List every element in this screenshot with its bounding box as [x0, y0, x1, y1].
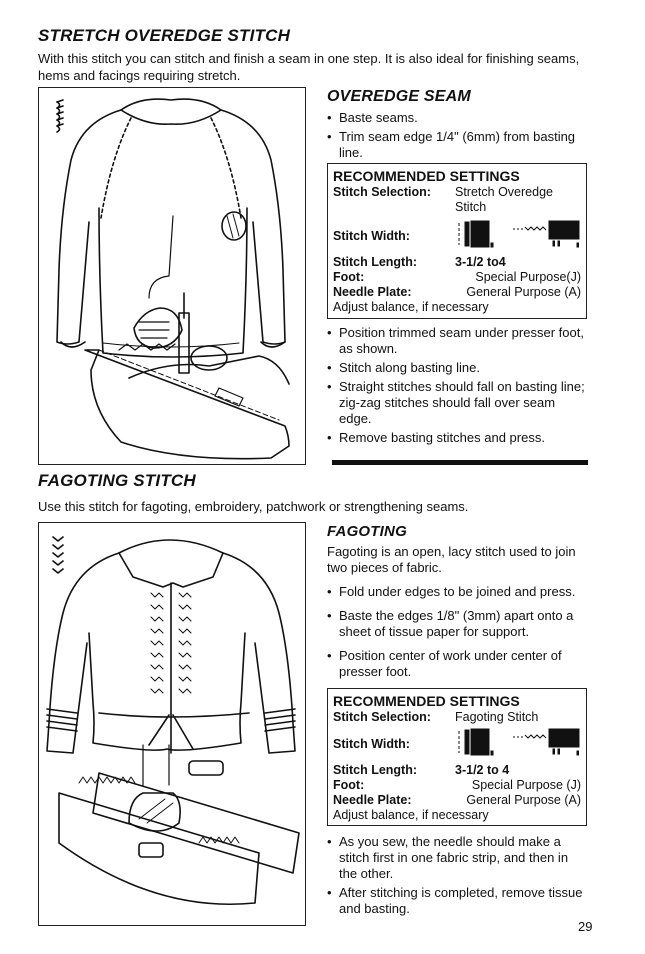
- stitch-width-dial-icon: [455, 219, 585, 249]
- settings-row-plate: [333, 285, 581, 300]
- settings-value: 3-1/2 to 4: [455, 763, 510, 777]
- settings-label: Needle Plate:: [333, 793, 412, 807]
- settings-label: Needle Plate:: [333, 285, 412, 299]
- sweater-illustration: [38, 87, 306, 465]
- settings-label: Stitch Selection:: [333, 185, 431, 199]
- settings-value: Special Purpose(J): [475, 270, 581, 284]
- stretch-intro: With this stitch you can stitch and finish a seam in one step. It is also ideal for finishing seams, hems and facings requiring stretch.: [38, 51, 580, 83]
- settings-heading: RECOMMENDED SETTINGS: [333, 168, 520, 184]
- list-item: • Remove basting stitches and press.: [327, 430, 589, 446]
- settings-value: General Purpose (A): [466, 793, 581, 807]
- list-item: • Trim seam edge 1/4" (6mm) from basting line.: [327, 129, 587, 161]
- subtitle-overedge-seam: OVEREDGE SEAM: [327, 88, 471, 105]
- settings-value: General Purpose (A): [466, 285, 581, 299]
- stitch-width-dial-icon: [455, 727, 585, 757]
- settings-row-plate: [333, 793, 581, 808]
- overedge-steps-before: [327, 110, 587, 164]
- overedge-steps-after: [327, 325, 589, 449]
- settings-row-length: [333, 255, 581, 270]
- settings-label: Stitch Selection:: [333, 710, 431, 724]
- settings-label: Stitch Width:: [333, 228, 410, 243]
- stitch-width-indicator: [455, 219, 585, 253]
- settings-label: Foot:: [333, 270, 365, 284]
- settings-row-width: [333, 729, 581, 759]
- fagoting-steps-after: [327, 834, 589, 920]
- list-item: • Baste seams.: [327, 110, 587, 126]
- sweater-machine-drawing: [39, 88, 305, 464]
- fagoting-steps-before: [327, 584, 589, 683]
- jacket-machine-drawing: [39, 523, 305, 925]
- settings-note: Adjust balance, if necessary: [333, 808, 489, 822]
- fagoting-settings-box: [327, 688, 587, 826]
- list-item: • Stitch along basting line.: [327, 360, 589, 376]
- settings-value: Fagoting Stitch: [455, 710, 539, 724]
- list-item: • Position center of work under center of presser foot.: [327, 648, 589, 680]
- settings-value: Stretch Overedge Stitch: [455, 185, 553, 214]
- list-item: • Fold under edges to be joined and press.: [327, 584, 589, 600]
- list-item: • Baste the edges 1/8" (3mm) apart onto a sheet of tissue paper for support.: [327, 608, 589, 640]
- section-divider: [332, 460, 588, 465]
- settings-label: Stitch Length:: [333, 763, 418, 777]
- list-item: • After stitching is completed, remove tissue and basting.: [327, 885, 589, 917]
- section-title-fagoting: FAGOTING STITCH: [38, 471, 196, 490]
- settings-label: Foot:: [333, 778, 365, 792]
- list-item: • As you sew, the needle should make a stitch first in one fabric strip, and then in the other.: [327, 834, 589, 882]
- settings-row-width: [333, 221, 581, 251]
- settings-row-length: [333, 763, 581, 778]
- stitch-width-indicator: [455, 727, 585, 761]
- jacket-illustration: [38, 522, 306, 926]
- settings-label: Stitch Length:: [333, 255, 418, 269]
- settings-row-selection: [333, 710, 581, 725]
- settings-row-foot: [333, 270, 581, 285]
- page-number: 29: [578, 919, 593, 934]
- settings-note: Adjust balance, if necessary: [333, 300, 489, 314]
- section-title-stretch-overedge: STRETCH OVEREDGE STITCH: [38, 26, 291, 45]
- fagoting-description: Fagoting is an open, lacy stitch used to join two pieces of fabric.: [327, 544, 576, 575]
- settings-value: 3-1/2 to4: [455, 255, 506, 269]
- settings-row-foot: [333, 778, 581, 793]
- settings-row-selection: [333, 185, 581, 215]
- fagoting-intro: Use this stitch for fagoting, embroidery, patchwork or strengthening seams.: [38, 499, 469, 514]
- overedge-settings-box: [327, 163, 587, 319]
- settings-value: Special Purpose (J): [471, 778, 581, 792]
- settings-label: Stitch Width:: [333, 736, 410, 751]
- list-item: • Position trimmed seam under presser foot, as shown.: [327, 325, 589, 357]
- list-item: • Straight stitches should fall on basting line; zig-zag stitches should fall over seam edge.: [327, 379, 589, 427]
- settings-heading: RECOMMENDED SETTINGS: [333, 693, 520, 709]
- subtitle-fagoting: FAGOTING: [327, 523, 407, 540]
